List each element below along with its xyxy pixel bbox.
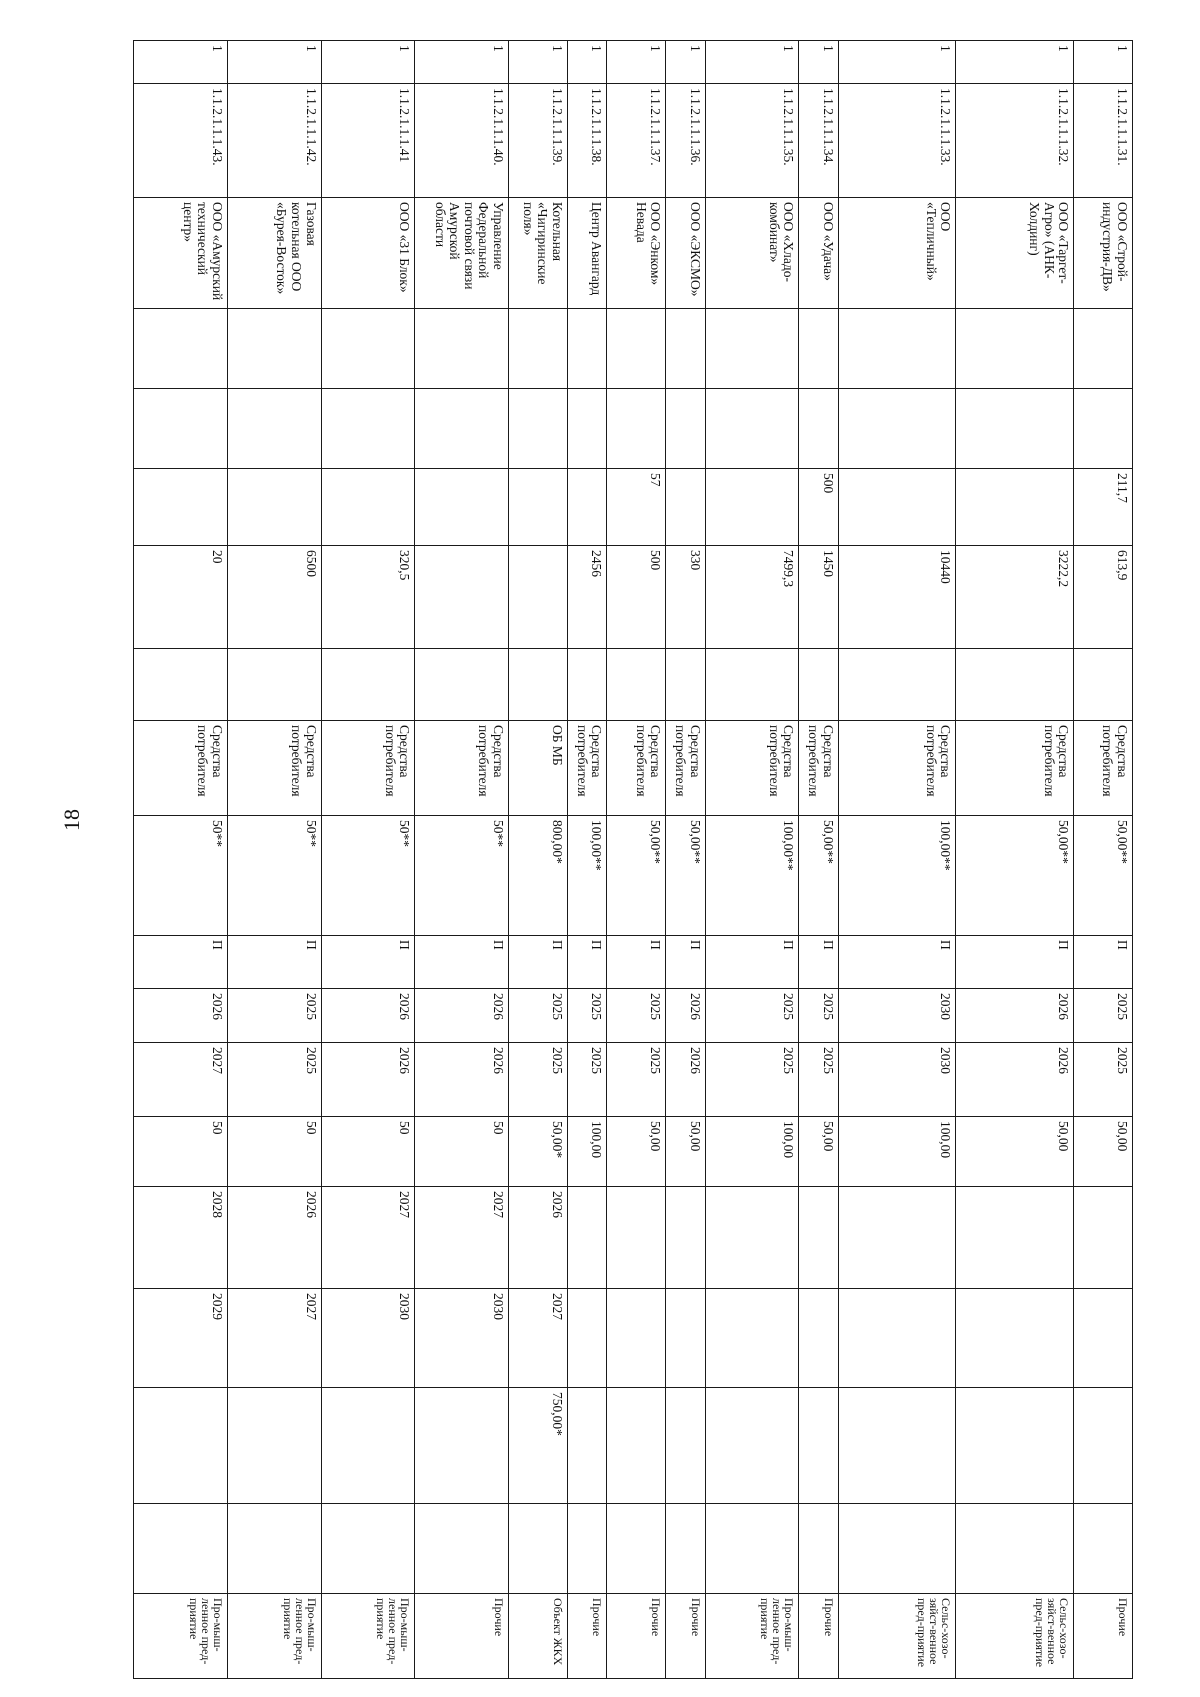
- year-3-cell: [838, 1187, 956, 1289]
- item-code-cell: 1.1.2.1.1.1.35.: [705, 84, 799, 198]
- funding-source-cell: Средства потребителя: [134, 721, 228, 816]
- empty-cell: [1074, 309, 1133, 389]
- year-3-cell: 2028: [134, 1187, 228, 1289]
- year-start-cell: 2026: [415, 989, 509, 1043]
- row-index-cell: 1: [134, 41, 228, 84]
- category-cell: Про-мыш-ленное пред-приятие: [321, 1594, 415, 1679]
- mark-cell: П: [705, 936, 799, 989]
- value-column-4-cell: 500: [607, 546, 666, 649]
- value-column-4-cell: 1450: [799, 546, 838, 649]
- amount-cell: 100,00**: [705, 816, 799, 936]
- category-cell: Прочие: [666, 1594, 705, 1679]
- row-index-cell: 1: [321, 41, 415, 84]
- extra-amount-cell: [321, 1388, 415, 1504]
- value-cell: 100,00: [567, 1117, 606, 1187]
- organization-name-cell: ООО «Амурский технический центр»: [134, 198, 228, 309]
- funding-source-cell: Средства потребителя: [838, 721, 956, 816]
- year-3-cell: [567, 1187, 606, 1289]
- empty-cell: [134, 389, 228, 469]
- empty-cell: [509, 649, 568, 721]
- year-end-cell: 2026: [956, 1043, 1074, 1117]
- row-index-cell: 1: [227, 41, 321, 84]
- year-start-cell: 2030: [838, 989, 956, 1043]
- organization-name-cell: Газовая котельная ООО «Бурея-Восток»: [227, 198, 321, 309]
- year-start-cell: 2025: [509, 989, 568, 1043]
- amount-cell: 50,00**: [956, 816, 1074, 936]
- item-code-cell: 1.1.2.1.1.1.43.: [134, 84, 228, 198]
- empty-cell: [838, 1504, 956, 1594]
- year-4-cell: [567, 1289, 606, 1388]
- item-code-cell: 1.1.2.1.1.1.38.: [567, 84, 606, 198]
- value-column-3-cell: [838, 469, 956, 546]
- year-end-cell: 2025: [607, 1043, 666, 1117]
- item-code-cell: 1.1.2.1.1.1.42.: [227, 84, 321, 198]
- empty-cell: [799, 309, 838, 389]
- empty-cell: [705, 1504, 799, 1594]
- empty-cell: [415, 389, 509, 469]
- value-column-3-cell: 500: [799, 469, 838, 546]
- value-column-4-cell: 2456: [567, 546, 606, 649]
- year-end-cell: 2030: [838, 1043, 956, 1117]
- year-end-cell: 2025: [705, 1043, 799, 1117]
- value-cell: 50,00: [799, 1117, 838, 1187]
- category-cell: Про-мыш-ленное пред-приятие: [227, 1594, 321, 1679]
- empty-cell: [567, 649, 606, 721]
- empty-cell: [956, 649, 1074, 721]
- value-column-3-cell: [509, 469, 568, 546]
- year-4-cell: [838, 1289, 956, 1388]
- organization-name-cell: Центр Авангард: [567, 198, 606, 309]
- amount-cell: 50**: [227, 816, 321, 936]
- year-end-cell: 2025: [509, 1043, 568, 1117]
- value-column-4-cell: 3222,2: [956, 546, 1074, 649]
- empty-cell: [567, 389, 606, 469]
- funding-source-cell: Средства потребителя: [799, 721, 838, 816]
- empty-cell: [1074, 649, 1133, 721]
- row-index-cell: 1: [509, 41, 568, 84]
- table-row: [666, 41, 705, 1679]
- mark-cell: П: [321, 936, 415, 989]
- value-column-3-cell: [415, 469, 509, 546]
- value-cell: 50,00: [956, 1117, 1074, 1187]
- amount-cell: 50**: [321, 816, 415, 936]
- empty-cell: [415, 1504, 509, 1594]
- empty-cell: [1074, 389, 1133, 469]
- value-column-4-cell: 613,9: [1074, 546, 1133, 649]
- year-3-cell: 2026: [227, 1187, 321, 1289]
- mark-cell: П: [607, 936, 666, 989]
- year-start-cell: 2025: [567, 989, 606, 1043]
- empty-cell: [607, 649, 666, 721]
- value-column-3-cell: [705, 469, 799, 546]
- amount-cell: 50**: [134, 816, 228, 936]
- item-code-cell: 1.1.2.1.1.1.34.: [799, 84, 838, 198]
- amount-cell: 800,00*: [509, 816, 568, 936]
- item-code-cell: 1.1.2.1.1.1.33.: [838, 84, 956, 198]
- organization-name-cell: ООО «Хладо-комбинат»: [705, 198, 799, 309]
- value-column-3-cell: [666, 469, 705, 546]
- funding-source-cell: Средства потребителя: [567, 721, 606, 816]
- empty-cell: [227, 649, 321, 721]
- category-cell: Про-мыш-ленное пред-приятие: [134, 1594, 228, 1679]
- table-row: [607, 41, 666, 1679]
- table-row: [799, 41, 838, 1679]
- table-row: [321, 41, 415, 1679]
- extra-amount-cell: [799, 1388, 838, 1504]
- funding-source-cell: Средства потребителя: [956, 721, 1074, 816]
- empty-cell: [666, 649, 705, 721]
- funding-source-cell: ОБ МБ: [509, 721, 568, 816]
- category-cell: Про-мыш-ленное пред-приятие: [705, 1594, 799, 1679]
- empty-cell: [509, 309, 568, 389]
- extra-amount-cell: [666, 1388, 705, 1504]
- amount-cell: 50,00**: [799, 816, 838, 936]
- year-start-cell: 2026: [134, 989, 228, 1043]
- mark-cell: П: [509, 936, 568, 989]
- year-3-cell: 2026: [509, 1187, 568, 1289]
- value-cell: 50: [321, 1117, 415, 1187]
- empty-cell: [607, 1504, 666, 1594]
- funding-source-cell: Средства потребителя: [666, 721, 705, 816]
- empty-cell: [415, 649, 509, 721]
- empty-cell: [956, 1504, 1074, 1594]
- mark-cell: П: [567, 936, 606, 989]
- empty-cell: [705, 389, 799, 469]
- empty-cell: [567, 309, 606, 389]
- organization-name-cell: ООО «Тепличный»: [838, 198, 956, 309]
- category-cell: Сельс-хозо-зяйст-венное пред-приятие: [956, 1594, 1074, 1679]
- year-start-cell: 2025: [705, 989, 799, 1043]
- value-column-3-cell: [567, 469, 606, 546]
- year-3-cell: 2027: [321, 1187, 415, 1289]
- value-column-4-cell: 6500: [227, 546, 321, 649]
- year-end-cell: 2026: [321, 1043, 415, 1117]
- value-column-4-cell: 20: [134, 546, 228, 649]
- item-code-cell: 1.1.2.1.1.1.36.: [666, 84, 705, 198]
- year-start-cell: 2026: [666, 989, 705, 1043]
- value-column-3-cell: [956, 469, 1074, 546]
- year-4-cell: 2030: [415, 1289, 509, 1388]
- funding-source-cell: Средства потребителя: [415, 721, 509, 816]
- mark-cell: П: [666, 936, 705, 989]
- extra-amount-cell: 750,00*: [509, 1388, 568, 1504]
- amount-cell: 50,00**: [607, 816, 666, 936]
- year-end-cell: 2026: [666, 1043, 705, 1117]
- value-cell: 50: [415, 1117, 509, 1187]
- empty-cell: [134, 649, 228, 721]
- year-end-cell: 2027: [134, 1043, 228, 1117]
- value-column-4-cell: 7499,3: [705, 546, 799, 649]
- table-row: [415, 41, 509, 1679]
- value-cell: 50,00: [1074, 1117, 1133, 1187]
- amount-cell: 50,00**: [666, 816, 705, 936]
- table-row: [567, 41, 606, 1679]
- organization-name-cell: ООО «Удача»: [799, 198, 838, 309]
- empty-cell: [227, 309, 321, 389]
- row-index-cell: 1: [415, 41, 509, 84]
- empty-cell: [799, 1504, 838, 1594]
- year-4-cell: [666, 1289, 705, 1388]
- empty-cell: [415, 309, 509, 389]
- row-index-cell: 1: [705, 41, 799, 84]
- table-row: [838, 41, 956, 1679]
- mark-cell: П: [838, 936, 956, 989]
- row-index-cell: 1: [799, 41, 838, 84]
- organization-name-cell: ООО «Энком» Невада: [607, 198, 666, 309]
- mark-cell: П: [415, 936, 509, 989]
- category-cell: Сельс-хозо-зяйст-венное пред-приятие: [838, 1594, 956, 1679]
- item-code-cell: 1.1.2.1.1.1.39.: [509, 84, 568, 198]
- year-end-cell: 2026: [415, 1043, 509, 1117]
- category-cell: Прочие: [607, 1594, 666, 1679]
- empty-cell: [799, 649, 838, 721]
- empty-cell: [838, 309, 956, 389]
- value-column-4-cell: 10440: [838, 546, 956, 649]
- row-index-cell: 1: [838, 41, 956, 84]
- empty-cell: [1074, 1504, 1133, 1594]
- value-cell: 100,00: [838, 1117, 956, 1187]
- item-code-cell: 1.1.2.1.1.1.31.: [1074, 84, 1133, 198]
- funding-source-cell: Средства потребителя: [705, 721, 799, 816]
- year-3-cell: [956, 1187, 1074, 1289]
- extra-amount-cell: [607, 1388, 666, 1504]
- category-cell: Прочие: [799, 1594, 838, 1679]
- table-row: [705, 41, 799, 1679]
- table-row: [1074, 41, 1133, 1679]
- value-column-4-cell: [415, 546, 509, 649]
- organization-name-cell: Котельная «Чигиринские поля»: [509, 198, 568, 309]
- amount-cell: 100,00**: [838, 816, 956, 936]
- empty-cell: [607, 309, 666, 389]
- year-start-cell: 2026: [321, 989, 415, 1043]
- extra-amount-cell: [1074, 1388, 1133, 1504]
- value-cell: 50: [134, 1117, 228, 1187]
- year-4-cell: [799, 1289, 838, 1388]
- page-number: 18: [59, 809, 84, 831]
- mark-cell: П: [134, 936, 228, 989]
- extra-amount-cell: [415, 1388, 509, 1504]
- empty-cell: [509, 389, 568, 469]
- row-index-cell: 1: [1074, 41, 1133, 84]
- value-column-4-cell: [509, 546, 568, 649]
- value-column-4-cell: 320,5: [321, 546, 415, 649]
- empty-cell: [799, 389, 838, 469]
- organization-name-cell: ООО «Строй-индустрия-ДВ»: [1074, 198, 1133, 309]
- year-end-cell: 2025: [1074, 1043, 1133, 1117]
- empty-cell: [227, 389, 321, 469]
- year-3-cell: 2027: [415, 1187, 509, 1289]
- empty-cell: [509, 1504, 568, 1594]
- empty-cell: [705, 649, 799, 721]
- category-cell: Прочие: [415, 1594, 509, 1679]
- extra-amount-cell: [956, 1388, 1074, 1504]
- row-index-cell: 1: [956, 41, 1074, 84]
- year-3-cell: [607, 1187, 666, 1289]
- empty-cell: [956, 309, 1074, 389]
- year-start-cell: 2025: [1074, 989, 1133, 1043]
- item-code-cell: 1.1.2.1.1.1.40.: [415, 84, 509, 198]
- table-row: [509, 41, 568, 1679]
- amount-cell: 100,00**: [567, 816, 606, 936]
- year-end-cell: 2025: [567, 1043, 606, 1117]
- value-cell: 100,00: [705, 1117, 799, 1187]
- empty-cell: [321, 649, 415, 721]
- year-start-cell: 2025: [799, 989, 838, 1043]
- extra-amount-cell: [838, 1388, 956, 1504]
- organization-name-cell: ООО «ЭКСМО»: [666, 198, 705, 309]
- value-column-3-cell: [134, 469, 228, 546]
- amount-cell: 50,00**: [1074, 816, 1133, 936]
- year-4-cell: [956, 1289, 1074, 1388]
- year-3-cell: [1074, 1187, 1133, 1289]
- amount-cell: 50**: [415, 816, 509, 936]
- empty-cell: [666, 1504, 705, 1594]
- empty-cell: [134, 1504, 228, 1594]
- row-index-cell: 1: [607, 41, 666, 84]
- year-3-cell: [705, 1187, 799, 1289]
- row-index-cell: 1: [567, 41, 606, 84]
- year-start-cell: 2025: [607, 989, 666, 1043]
- item-code-cell: 1.1.2.1.1.1.32.: [956, 84, 1074, 198]
- empty-cell: [666, 309, 705, 389]
- value-cell: 50,00: [607, 1117, 666, 1187]
- rotated-table-container: [133, 40, 1133, 1668]
- empty-cell: [321, 309, 415, 389]
- item-code-cell: 1.1.2.1.1.1.41: [321, 84, 415, 198]
- year-4-cell: 2029: [134, 1289, 228, 1388]
- value-cell: 50: [227, 1117, 321, 1187]
- category-cell: Прочие: [1074, 1594, 1133, 1679]
- year-4-cell: 2027: [509, 1289, 568, 1388]
- extra-amount-cell: [227, 1388, 321, 1504]
- funding-source-cell: Средства потребителя: [1074, 721, 1133, 816]
- year-4-cell: 2030: [321, 1289, 415, 1388]
- organization-name-cell: ООО «31 Блок»: [321, 198, 415, 309]
- extra-amount-cell: [134, 1388, 228, 1504]
- year-end-cell: 2025: [227, 1043, 321, 1117]
- empty-cell: [321, 1504, 415, 1594]
- data-table: [133, 40, 1133, 1679]
- empty-cell: [567, 1504, 606, 1594]
- empty-cell: [838, 389, 956, 469]
- mark-cell: П: [799, 936, 838, 989]
- funding-source-cell: Средства потребителя: [321, 721, 415, 816]
- organization-name-cell: ООО «Таргет-Агро» (АНК-Холдинг): [956, 198, 1074, 309]
- empty-cell: [607, 389, 666, 469]
- row-index-cell: 1: [666, 41, 705, 84]
- empty-cell: [666, 389, 705, 469]
- year-start-cell: 2026: [956, 989, 1074, 1043]
- value-cell: 50,00: [666, 1117, 705, 1187]
- funding-source-cell: Средства потребителя: [227, 721, 321, 816]
- value-column-3-cell: 211,7: [1074, 469, 1133, 546]
- value-column-3-cell: [321, 469, 415, 546]
- year-start-cell: 2025: [227, 989, 321, 1043]
- empty-cell: [838, 649, 956, 721]
- empty-cell: [227, 1504, 321, 1594]
- year-4-cell: [1074, 1289, 1133, 1388]
- mark-cell: П: [1074, 936, 1133, 989]
- year-3-cell: [666, 1187, 705, 1289]
- table-body: [134, 41, 1133, 1679]
- value-column-3-cell: [227, 469, 321, 546]
- extra-amount-cell: [567, 1388, 606, 1504]
- category-cell: Объект ЖКХ: [509, 1594, 568, 1679]
- item-code-cell: 1.1.2.1.1.1.37.: [607, 84, 666, 198]
- organization-name-cell: Управление Федеральной почтовой связи Амурской области: [415, 198, 509, 309]
- table-row: [227, 41, 321, 1679]
- year-4-cell: [607, 1289, 666, 1388]
- table-row: [956, 41, 1074, 1679]
- year-4-cell: 2027: [227, 1289, 321, 1388]
- mark-cell: П: [956, 936, 1074, 989]
- year-end-cell: 2025: [799, 1043, 838, 1117]
- empty-cell: [134, 309, 228, 389]
- extra-amount-cell: [705, 1388, 799, 1504]
- table-row: [134, 41, 228, 1679]
- empty-cell: [705, 309, 799, 389]
- value-column-3-cell: 57: [607, 469, 666, 546]
- category-cell: Прочие: [567, 1594, 606, 1679]
- value-column-4-cell: 330: [666, 546, 705, 649]
- mark-cell: П: [227, 936, 321, 989]
- funding-source-cell: Средства потребителя: [607, 721, 666, 816]
- value-cell: 50,00*: [509, 1117, 568, 1187]
- year-3-cell: [799, 1187, 838, 1289]
- empty-cell: [321, 389, 415, 469]
- year-4-cell: [705, 1289, 799, 1388]
- empty-cell: [956, 389, 1074, 469]
